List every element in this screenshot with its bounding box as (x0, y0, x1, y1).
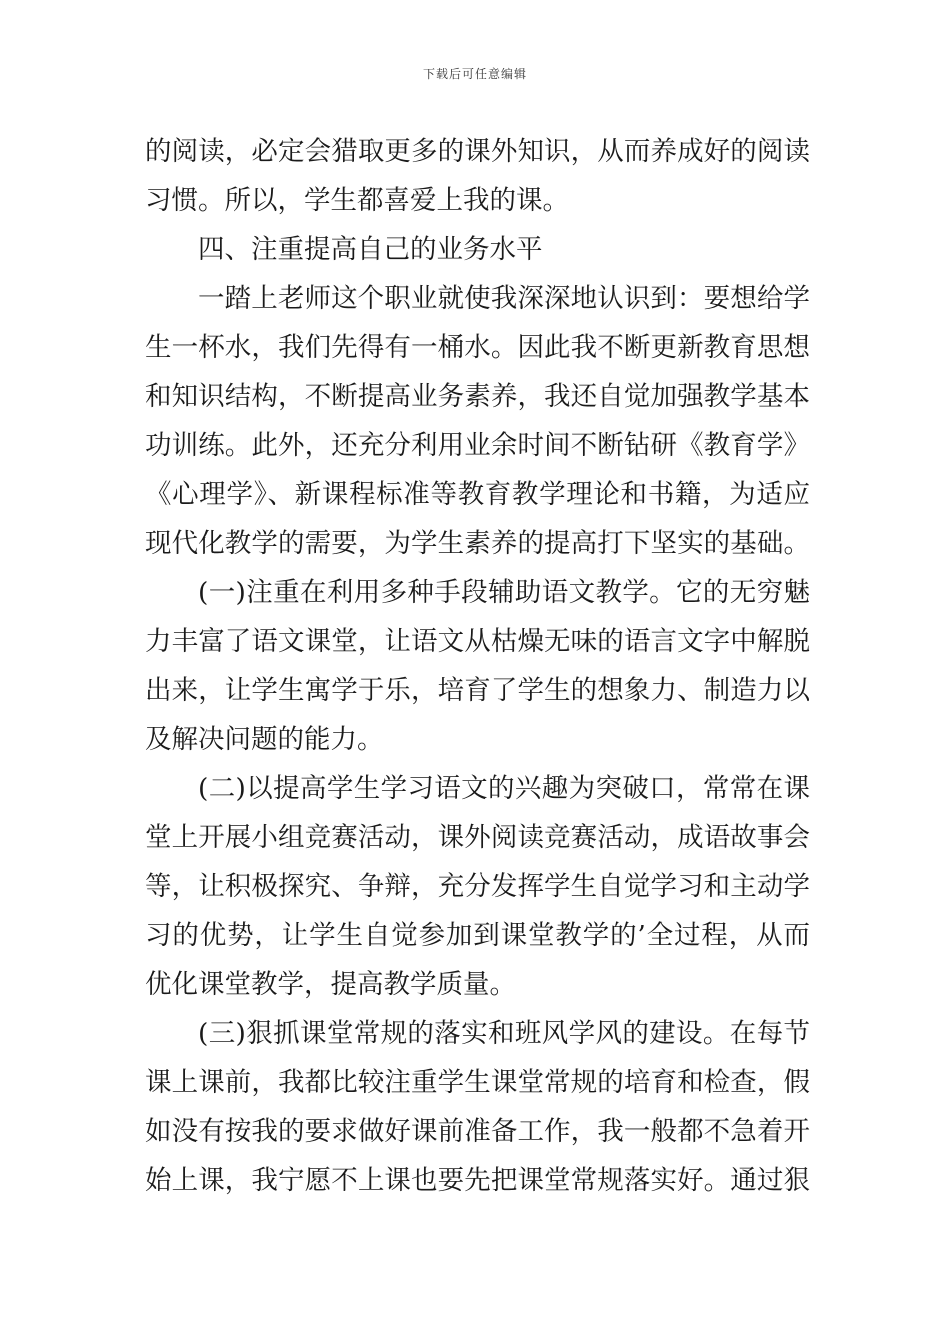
section-heading: 四、注重提高自己的业务水平 (198, 234, 543, 265)
text-line: 力丰富了语文课堂，让语文从枯燥无味的语言文字中解脱 (145, 626, 810, 657)
body-text (145, 127, 810, 1205)
text-line: 始上课，我宁愿不上课也要先把课堂常规落实好。通过狠 (145, 1165, 810, 1196)
text-line: (三)狠抓课堂常规的落实和班风学风的建设。在每节 (198, 1018, 810, 1049)
text-line: 一踏上老师这个职业就使我深深地认识到：要想给学 (198, 283, 810, 314)
text-line: (二)以提高学生学习语文的兴趣为突破口，常常在课 (198, 773, 810, 804)
text-line: 生一杯水，我们先得有一桶水。因此我不断更新教育思想 (145, 332, 810, 363)
text-line: 如没有按我的要求做好课前准备工作，我一般都不急着开 (145, 1116, 810, 1147)
text-line: 现代化教学的需要，为学生素养的提高打下坚实的基础。 (145, 528, 810, 559)
text-line: 功训练。此外，还充分利用业余时间不断钻研《教育学》 (145, 430, 810, 461)
text-line: 堂上开展小组竞赛活动，课外阅读竞赛活动，成语故事会 (145, 822, 810, 853)
page-header: 下载后可任意编辑 (422, 67, 527, 81)
text-line: (一)注重在利用多种手段辅助语文教学。它的无穷魅 (198, 577, 810, 608)
text-line: 《心理学》、新课程标准等教育教学理论和书籍，为适应 (145, 479, 810, 510)
text-line: 习的优势，让学生自觉参加到课堂教学的’全过程，从而 (145, 920, 810, 951)
text-line: 及解决问题的能力。 (145, 724, 384, 755)
text-line: 课上课前，我都比较注重学生课堂常规的培育和检查，假 (145, 1067, 810, 1098)
text-line: 的阅读，必定会猎取更多的课外知识，从而养成好的阅读 (145, 136, 810, 167)
text-line: 和知识结构，不断提高业务素养，我还自觉加强教学基本 (145, 381, 810, 412)
text-line: 习惯。所以，学生都喜爱上我的课。 (145, 185, 569, 216)
text-line: 优化课堂教学，提高教学质量。 (145, 969, 516, 1000)
text-line: 出来，让学生寓学于乐，培育了学生的想象力、制造力以 (145, 675, 810, 706)
text-line: 等，让积极探究、争辩，充分发挥学生自觉学习和主动学 (145, 871, 810, 902)
